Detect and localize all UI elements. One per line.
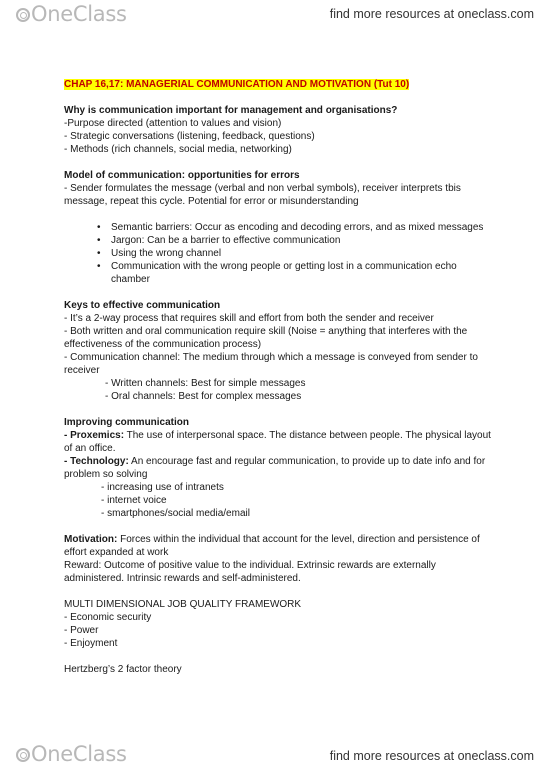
logo-ring-icon [16, 748, 30, 762]
text-line: - Enjoyment [64, 638, 118, 649]
text-line: Hertzberg’s 2 factor theory [64, 664, 182, 675]
text-line: - Economic security [64, 612, 152, 623]
term-definition: Forces within the individual that account for the level, direction and persistence of effort expanded at work [64, 534, 480, 558]
term-definition: The use of interpersonal space. The distance between people. The physical layout of an office. [64, 430, 491, 454]
section-heading: MULTI DIMENSIONAL JOB QUALITY FRAMEWORK [64, 599, 302, 610]
section-heading: Improving communication [64, 417, 190, 428]
term-definition: An encourage fast and regular communication, to provide up to date info and for problem so solving [64, 456, 486, 480]
text-line: - It’s a 2-way process that requires skill and effort from both the sender and receiver [64, 313, 434, 324]
paragraph: - Communication channel: The medium through which a message is conveyed from sender to receiver [64, 352, 478, 376]
term-label: Motivation: [64, 534, 118, 545]
document-body [64, 78, 494, 676]
footer-bar [0, 740, 544, 770]
text-line: -Purpose directed (attention to values and vision) [64, 118, 282, 129]
paragraph [64, 455, 494, 481]
bullet-item: • Using the wrong channel [99, 247, 494, 260]
text-line: - Power [64, 625, 99, 636]
paragraph: - Both written and oral communication require skill (Noise = anything that interferes with the effectiveness of the communication process) [64, 326, 468, 350]
sub-item: - Written channels: Best for simple messages [105, 378, 306, 389]
paragraph: - Sender formulates the message (verbal and non verbal symbols), receiver interprets tbis message, repeat this cycle. Potential for error or misunderstanding [64, 183, 461, 207]
logo-text: OneClass [31, 742, 127, 766]
bullet-item: • Semantic barriers: Occur as encoding and decoding errors, and as mixed messages [99, 221, 494, 234]
section-heading: Model of communication: opportunities for errors [64, 170, 300, 181]
paragraph [64, 533, 494, 559]
header-bar [0, 0, 544, 28]
text-line: - Methods (rich channels, social media, networking) [64, 144, 292, 155]
term-label: - Proxemics: [64, 430, 125, 441]
bullet-item: • Jargon: Can be a barrier to effective communication [99, 234, 494, 247]
section-heading: Keys to effective communication [64, 300, 221, 311]
paragraph [64, 429, 494, 455]
sub-item: - increasing use of intranets [101, 482, 224, 493]
section-heading: Why is communication important for management and organisations? [64, 105, 398, 116]
paragraph: Reward: Outcome of positive value to the individual. Extrinsic rewards are externally administered. Intrinsic rewards and self-administered. [64, 560, 436, 584]
bullet-list [64, 221, 494, 286]
sub-item: - smartphones/social media/email [101, 508, 250, 519]
term-label: - Technology: [64, 456, 129, 467]
promo-link[interactable]: find more resources at oneclass.com [329, 7, 534, 21]
text-line: - Strategic conversations (listening, feedback, questions) [64, 131, 315, 142]
sub-item: - internet voice [101, 495, 167, 506]
sub-item: - Oral channels: Best for complex messages [105, 391, 302, 402]
oneclass-logo[interactable] [16, 2, 127, 26]
logo-ring-icon [16, 8, 30, 22]
page-title: CHAP 16,17: MANAGERIAL COMMUNICATION AND MOTIVATION (Tut 10) [64, 79, 410, 90]
logo-text: OneClass [31, 2, 127, 26]
promo-link[interactable]: find more resources at oneclass.com [329, 749, 534, 763]
oneclass-logo[interactable] [16, 742, 127, 766]
bullet-item: • Communication with the wrong people or getting lost in a communication echo chamber [99, 260, 494, 286]
